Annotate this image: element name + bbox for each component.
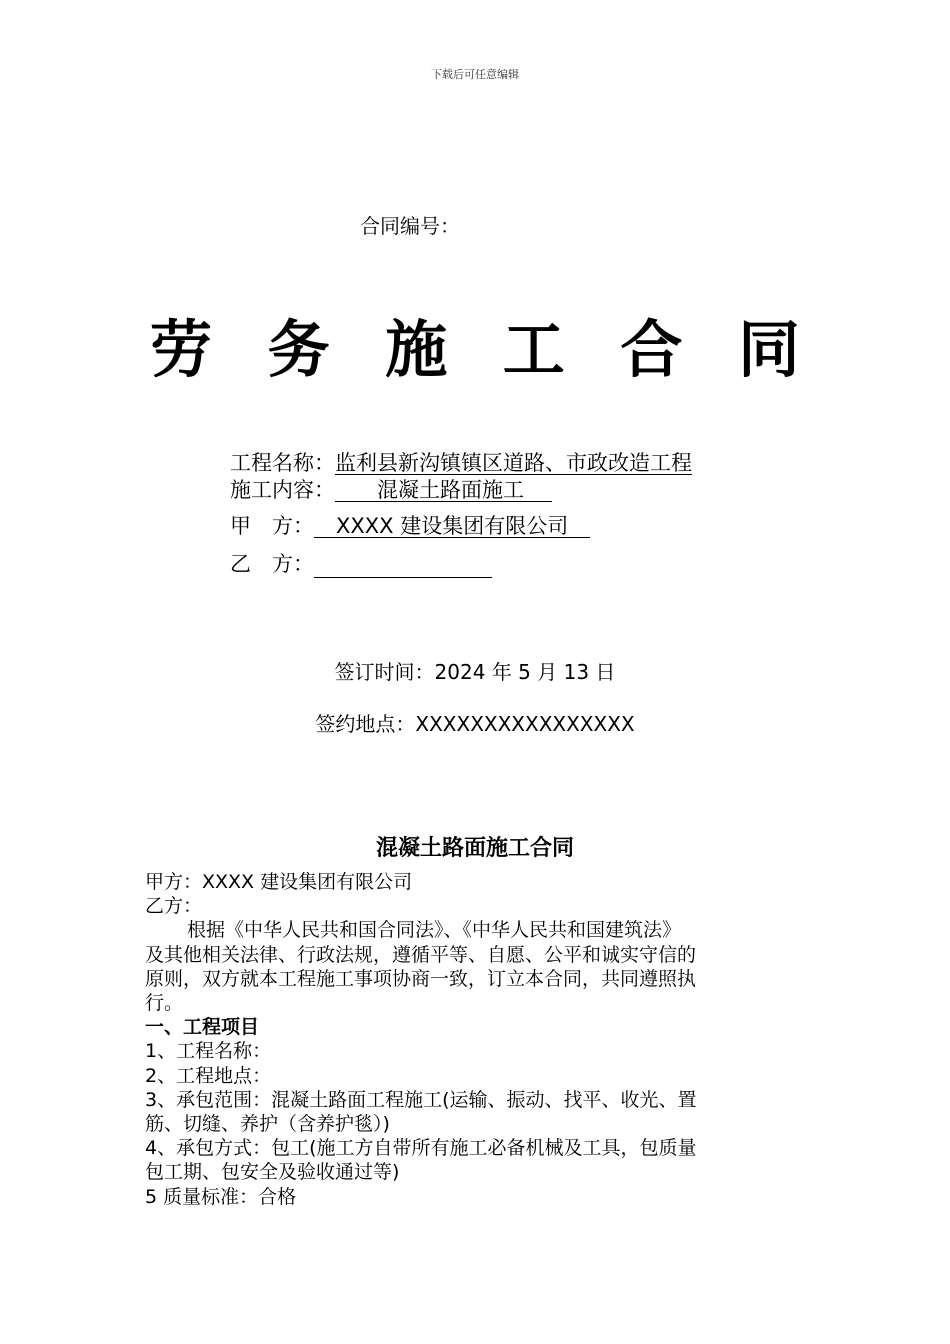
party-b-blank [314,555,492,578]
content-value: 混凝土路面施工 [335,479,552,502]
preamble-line: 行。 [145,992,184,1015]
item-3-line: 筋、切缝、养护（含养护毯）) [145,1113,390,1136]
contract-number-label: 合同编号： [360,214,460,238]
project-name-value: 监利县新沟镇镇区道路、市政改造工程 [335,451,692,475]
title-char: 施 [385,313,448,386]
party-a-line: 甲方：XXXX 建设集团有限公司 [145,871,413,893]
item-5: 5 质量标准：合格 [145,1185,297,1208]
item-3-line: 3、承包范围：混凝土路面工程施工(运输、振动、找平、收光、置 [145,1088,697,1111]
party-a-label: 甲 方： [230,514,314,538]
main-title [150,300,800,389]
item-4-line: 4、承包方式：包工(施工方自带所有施工必备机械及工具，包质量 [145,1137,697,1160]
party-b-line: 乙方： [145,895,203,918]
title-char: 合 [620,313,683,386]
title-char: 劳 [150,313,213,386]
preamble-line: 及其他相关法律、行政法规，遵循平等、自愿、公平和诚实守信的 [145,943,697,966]
title-char: 务 [267,313,330,386]
sign-place: 签约地点：XXXXXXXXXXXXXXXX [315,712,635,736]
contract-body [145,870,809,1209]
party-b-label: 乙 方： [230,552,314,576]
party-b-row [230,548,492,578]
item-2: 2、工程地点： [145,1064,272,1087]
header-note: 下载后可任意编辑 [431,68,519,81]
content-label: 施工内容： [230,478,335,502]
item-4-line: 包工期、包安全及验收通过等) [145,1161,400,1184]
section-1-title: 一、工程项目 [145,1016,260,1039]
preamble-line: 根据《中华人民共和国合同法》、《中华人民共和国建筑法》 [187,919,682,942]
preamble-line: 原则，双方就本工程施工事项协商一致，订立本合同，共同遵照执 [145,967,697,990]
party-a-row [230,510,590,540]
party-a-value: XXXX 建设集团有限公司 [314,515,590,538]
project-name-label: 工程名称： [230,451,335,475]
item-1: 1、工程名称： [145,1040,272,1063]
project-name-row [230,447,692,477]
content-row [230,474,552,504]
sign-time: 签订时间：2024 年 5 月 13 日 [334,660,616,684]
title-char: 同 [737,313,800,386]
title-char: 工 [502,313,565,386]
contract-subtitle: 混凝土路面施工合同 [375,836,574,861]
